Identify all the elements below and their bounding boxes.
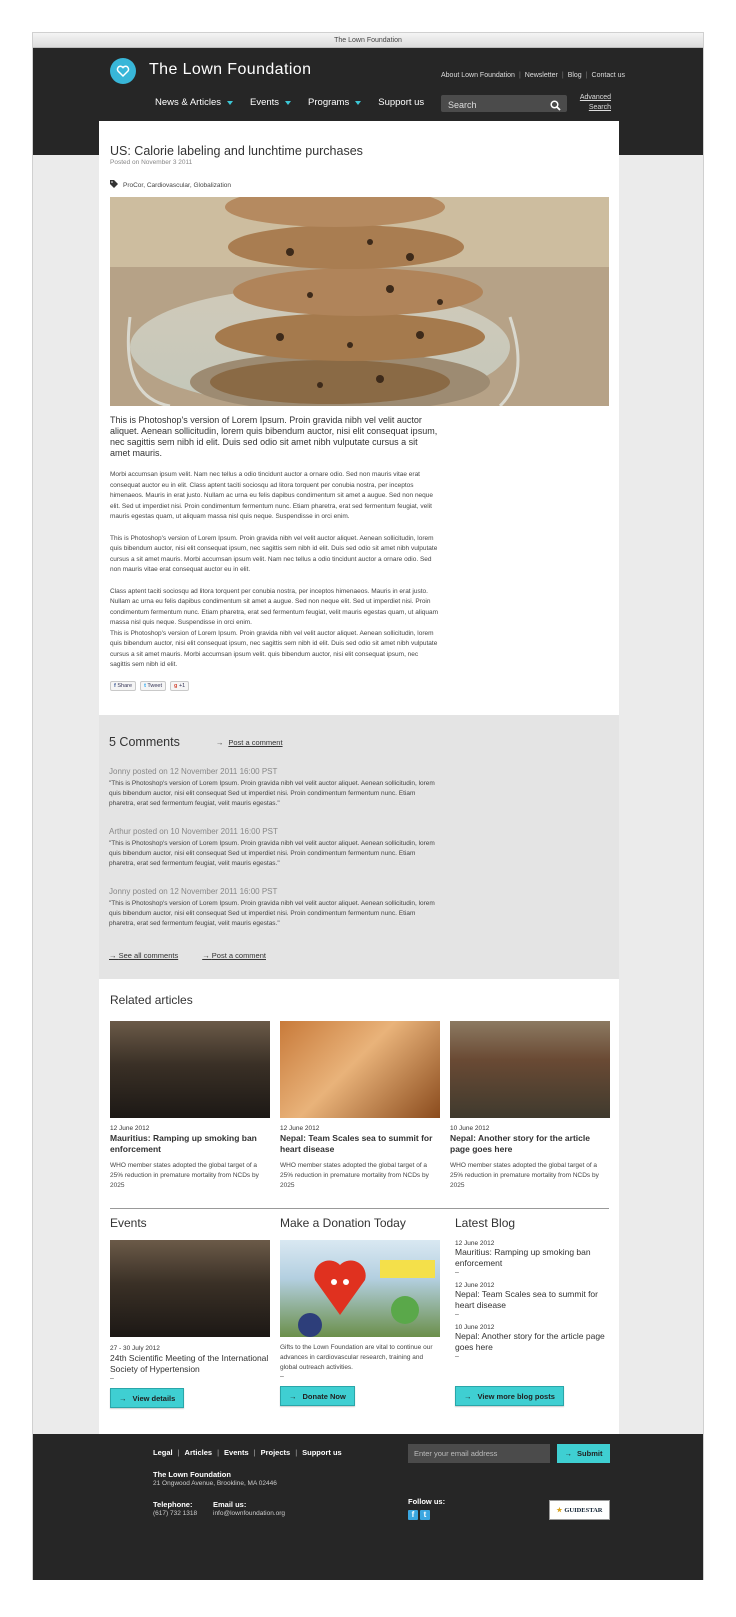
button-label: View details (132, 1393, 176, 1403)
events-title: Events (110, 1216, 147, 1230)
tag-icon (110, 180, 118, 190)
blog-date: 12 June 2012 (455, 1282, 495, 1289)
nav-label: Support us (378, 97, 425, 108)
submit-label: Submit (577, 1449, 603, 1458)
follow-us-label: Follow us: (408, 1497, 446, 1506)
blog-item[interactable] (455, 1324, 610, 1360)
card-title[interactable]: Nepal: Another story for the article page goes here (450, 1133, 590, 1154)
bottom-columns (110, 1216, 610, 1408)
top-link-newsletter[interactable]: Newsletter (524, 72, 558, 79)
top-link-blog[interactable]: Blog (567, 72, 582, 79)
blog-title-link[interactable]: Nepal: Another story for the article page goes here (455, 1331, 605, 1352)
search-input[interactable] (441, 97, 541, 114)
star-icon: ★ (556, 1507, 563, 1514)
post-comment-link[interactable] (216, 738, 283, 747)
arrow-right-icon: → (464, 1391, 472, 1401)
arrow-right-icon: → (202, 951, 212, 960)
blog-title-link[interactable]: Nepal: Team Scales sea to summit for heart disease (455, 1289, 598, 1310)
comment-meta: Jonny posted on 12 November 2011 16:00 PST (109, 767, 278, 776)
blog-date: 10 June 2012 (455, 1324, 495, 1331)
post-comment-label: Post a comment (211, 951, 266, 960)
site-footer (33, 1434, 703, 1580)
advanced-search-link[interactable] (575, 93, 611, 113)
article-posted-date: Posted on November 3 2011 (110, 159, 193, 166)
planner-image (280, 1021, 440, 1118)
see-all-comments-link[interactable] (109, 951, 178, 960)
search-box (441, 95, 567, 112)
related-title: Related articles (110, 993, 193, 1007)
footer-email (213, 1500, 285, 1517)
guidestar-badge[interactable] (549, 1500, 610, 1520)
divider: | (518, 72, 521, 79)
donation-text: Gifts to the Lown Foundation are vital to continue our advances in cardiovascular research, training and global outreach activities. (280, 1344, 433, 1371)
button-label: Donate Now (302, 1391, 346, 1401)
top-links (441, 72, 625, 79)
advanced-search-line2: Search (588, 104, 611, 111)
divider: | (177, 1448, 180, 1457)
comments-title: 5 Comments (109, 735, 180, 749)
cookies-hero-image (110, 197, 609, 406)
dash: – (455, 1269, 459, 1276)
email-label: Email us: (213, 1500, 247, 1509)
comment-text: "This is Photoshop's version of Lorem Ipsum. Proin gravida nibh vel velit auctor aliquet. Aenean sollicitudin, lorem quis bibendum auctor, nisi elit consequat Sed ut imperdiet nisi. Proin condimentum fermentum nunc. Etiam pharetra, erat sed fermentum feugiat, velit mauris egestas." (109, 780, 435, 807)
org-name: The Lown Foundation (153, 1470, 231, 1479)
article-paragraph: Class aptent taciti sociosqu ad litora torquent per conubia nostra, per inceptos himenaeos. Mauris in erat justo. Nullam ac urna eu felis dapibus condimentum sit amet a augue. Sed non neque elit. Sed ut imperdiet nisi. Proin condimentum fermentum nunc. Etiam pharetra, erat sed fermentum feugiat, velit mauris egestas quam, ut aliquam massa nisl quis neque. Suspendisse in orci enim. (110, 587, 439, 626)
article-paragraph: This is Photoshop's version of Lorem Ipsum. Proin gravida nibh vel velit auctor aliquet. Aenean sollicitudin, lorem quis bibendum auctor, nisi elit consequat ipsum, nec sagittis sem nibh id elit. Duis sed odio sit amet nibh vulputate cursus a sit amet mauris. Morbi accumsan ipsum velit. quis bibendum auctor, nisi elit consequat ipsum, nec sagittis sem nibh id elit. (110, 629, 438, 668)
see-all-label: See all comments (118, 951, 179, 960)
footer-links (153, 1448, 342, 1457)
org-address: 21 Ongwood Avenue, Brookline, MA 02446 (153, 1480, 277, 1487)
twitter-tweet-button[interactable]: t Tweet (140, 681, 166, 691)
conference-image (450, 1021, 610, 1118)
comment (109, 767, 609, 809)
dash: – (455, 1311, 459, 1318)
google-plus-label: +1 (178, 682, 186, 689)
arrow-right-icon: → (109, 951, 119, 960)
blog-item[interactable] (455, 1240, 610, 1276)
article-tags (110, 180, 608, 190)
dropdown-arrow-icon (355, 101, 361, 105)
divider: | (585, 72, 588, 79)
divider: | (217, 1448, 220, 1457)
comment (109, 827, 609, 869)
card-date: 10 June 2012 (450, 1125, 490, 1132)
comment-text: "This is Photoshop's version of Lorem Ipsum. Proin gravida nibh vel velit auctor aliquet. Aenean sollicitudin, lorem quis bibendum auctor, nisi elit consequat Sed ut imperdiet nisi. Proin condimentum fermentum nunc. Etiam pharetra, erat sed fermentum feugiat, velit mauris egestas." (109, 840, 435, 867)
advanced-search-line1: Advanced (579, 94, 611, 101)
footer-phone (153, 1500, 197, 1517)
arrow-right-icon: → (215, 737, 224, 747)
view-more-blog-button[interactable] (455, 1386, 564, 1406)
comment-meta: Jonny posted on 12 November 2011 16:00 PST (109, 887, 278, 896)
donation-title: Make a Donation Today (280, 1216, 406, 1230)
button-label: View more blog posts (477, 1391, 555, 1401)
guidestar-label: GUIDESTAR (564, 1506, 603, 1514)
divider: | (295, 1448, 298, 1457)
divider: | (561, 72, 564, 79)
nav-label: News & Articles (155, 97, 221, 108)
donation-column (280, 1216, 440, 1408)
twitter-tweet-label: Tweet (147, 682, 163, 689)
dropdown-arrow-icon (227, 101, 233, 105)
nav-programs[interactable] (308, 97, 361, 108)
footer-link-events[interactable]: Events (224, 1448, 249, 1457)
nav-events[interactable] (250, 97, 291, 108)
card-title[interactable]: Mauritius: Ramping up smoking ban enforcement (110, 1133, 257, 1154)
facebook-icon[interactable]: f (408, 1510, 418, 1520)
post-comment-link-bottom[interactable] (202, 951, 266, 960)
article (99, 121, 619, 691)
article-paragraph: This is Photoshop's version of Lorem Ipsum. Proin gravida nibh vel velit auctor aliquet. Aenean sollicitudin, lorem quis bibendum auctor, nisi elit consequat ipsum, nec sagittis sem nibh id elit. Duis sed odio sit amet nibh vulputate cursus a sit amet mauris. Morbi accumsan ipsum velit. Nam nec tellus a odio tincidunt auctor a ornare odio. Sed non mauris vitae erat consequat auctor eu in elit. (110, 534, 438, 573)
main-content (99, 121, 619, 1434)
phone-number[interactable]: (617) 732 1318 (153, 1510, 198, 1517)
email-address[interactable]: info@lownfoundation.org (213, 1510, 286, 1517)
google-plus-button[interactable]: g +1 (170, 681, 189, 691)
blog-date: 12 June 2012 (455, 1240, 495, 1247)
donate-now-button[interactable] (280, 1386, 355, 1406)
newsletter-submit-button[interactable] (557, 1444, 610, 1463)
heart-mascot-image (280, 1240, 440, 1337)
footer-org (153, 1470, 277, 1487)
heart-logo-icon[interactable] (110, 58, 136, 84)
arrow-right-icon: → (289, 1391, 297, 1401)
nav-label: Events (250, 97, 280, 108)
main-nav (155, 97, 441, 108)
event-date: 27 - 30 July 2012 (110, 1345, 160, 1352)
twitter-icon[interactable]: t (420, 1510, 430, 1520)
newsletter-email-input[interactable] (408, 1444, 550, 1463)
event-title[interactable]: 24th Scientific Meeting of the International Society of Hypertension (110, 1353, 269, 1374)
post-comment-label: Post a comment (228, 737, 283, 747)
arrow-right-icon: → (564, 1449, 573, 1458)
nav-label: Programs (308, 97, 350, 108)
top-link-about[interactable]: About Lown Foundation (441, 72, 515, 79)
footer-link-support[interactable]: Support us (302, 1448, 342, 1457)
related-articles (110, 993, 610, 1209)
card-title[interactable]: Nepal: Team Scales sea to summit for heart disease (280, 1133, 433, 1154)
card-date: 12 June 2012 (110, 1125, 150, 1132)
footer-link-legal[interactable]: Legal (153, 1448, 173, 1457)
card-desc: WHO member states adopted the global target of a 25% reduction in premature mortality from NCDs by 2025 (450, 1162, 599, 1189)
comments-section (99, 715, 619, 979)
site-logo-text[interactable]: The Lown Foundation (149, 61, 312, 78)
card-desc: WHO member states adopted the global target of a 25% reduction in premature mortality from NCDs by 2025 (280, 1162, 429, 1189)
auditorium-image (110, 1021, 270, 1118)
dash: – (110, 1375, 114, 1382)
window-titlebar: The Lown Foundation (33, 33, 703, 48)
dropdown-arrow-icon (285, 101, 291, 105)
phone-label: Telephone: (153, 1500, 193, 1509)
comment-meta: Arthur posted on 10 November 2011 16:00 PST (109, 827, 278, 836)
comment-text: "This is Photoshop's version of Lorem Ipsum. Proin gravida nibh vel velit auctor aliquet. Aenean sollicitudin, lorem quis bibendum auctor, nisi elit consequat Sed ut imperdiet nisi. Proin condimentum fermentum nunc. Etiam pharetra, erat sed fermentum feugiat, velit mauris egestas." (109, 900, 435, 927)
article-title: US: Calorie labeling and lunchtime purchases (110, 144, 363, 158)
blog-title-link[interactable]: Mauritius: Ramping up smoking ban enforcement (455, 1247, 591, 1268)
nav-news-articles[interactable] (155, 97, 233, 108)
view-details-button[interactable] (110, 1388, 184, 1408)
events-column (110, 1216, 270, 1408)
tag-list[interactable]: ProCor, Cardiovascular, Globalization (123, 181, 232, 189)
arrow-right-icon: → (119, 1393, 127, 1403)
share-buttons (110, 681, 608, 691)
article-lead: This is Photoshop's version of Lorem Ipsum. Proin gravida nibh vel velit auctor aliquet. Aenean sollicitudin, lorem quis bibendum auctor, nisi elit consequat ipsum, nec sagittis sem nibh id elit. Duis sed odio sit amet nibh vulputate cursus a sit amet mauris. (110, 415, 438, 458)
blog-title: Latest Blog (455, 1216, 516, 1230)
card-desc: WHO member states adopted the global target of a 25% reduction in premature mortality from NCDs by 2025 (110, 1162, 259, 1189)
divider (110, 1208, 609, 1209)
browser-window (32, 32, 704, 1580)
related-card[interactable] (450, 1021, 610, 1191)
card-date: 12 June 2012 (280, 1125, 320, 1132)
nav-support-us[interactable] (378, 97, 424, 108)
event-image (110, 1240, 270, 1337)
search-icon[interactable] (550, 98, 561, 116)
dash: – (455, 1353, 459, 1360)
blog-item[interactable] (455, 1282, 610, 1318)
related-card[interactable] (110, 1021, 270, 1191)
facebook-share-button[interactable]: f Share (110, 681, 136, 691)
divider: | (253, 1448, 256, 1457)
footer-link-projects[interactable]: Projects (260, 1448, 291, 1457)
facebook-share-label: Share (117, 682, 133, 689)
blog-column (450, 1216, 610, 1408)
article-paragraph: Morbi accumsan ipsum velit. Nam nec tellus a odio tincidunt auctor a ornare odio. Sed non mauris vitae erat consequat auctor eu in elit. Class aptent taciti sociosqu ad litora torquent per conubia nostra, per inceptos himenaeos. Mauris in erat justo. Nullam ac urna eu felis dapibus condimentum sit amet a augue. Sed non neque elit. Sed ut imperdiet nisi. Proin condimentum fermentum nunc. Etiam pharetra, erat sed fermentum feugiat, velit mauris egestas quam, ut aliquam massa nisl quis neque. Suspendisse in orci enim. (110, 471, 434, 520)
comment (109, 887, 609, 929)
dash: – (280, 1373, 284, 1380)
top-link-contact[interactable]: Contact us (591, 72, 625, 79)
footer-link-articles[interactable]: Articles (184, 1448, 213, 1457)
related-card[interactable] (280, 1021, 440, 1191)
